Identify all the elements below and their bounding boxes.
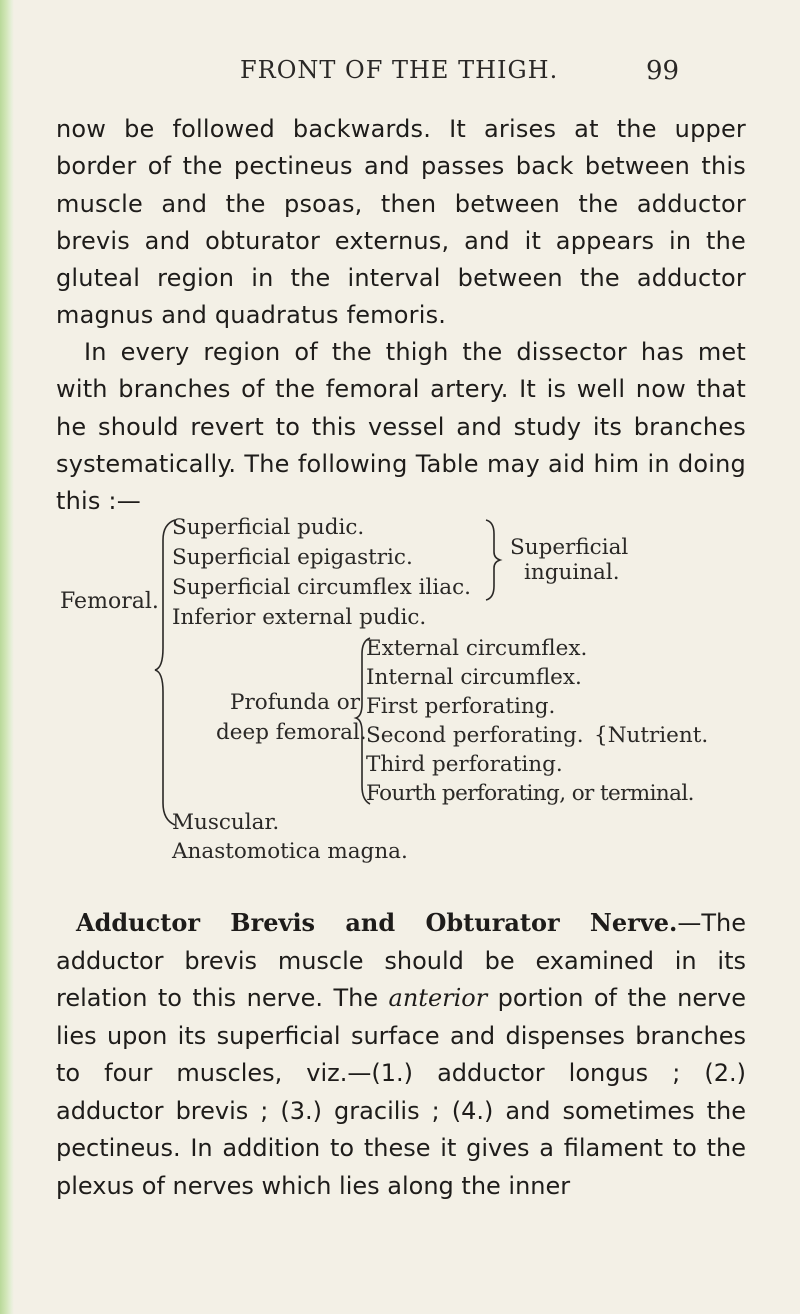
fourth-perforating: Fourth perforating, or terminal.	[366, 781, 694, 806]
section-heading: Adductor Brevis and Obturator Nerve.	[76, 908, 678, 937]
paragraph-1: now be followed backwards. It arises at the upper border of the pectineus and passes back between this muscle and the psoas, then between the adductor brevis and obturator externus, and it appears in the gluteal region in the interval between the adductor magnus and quadratus femoris.	[56, 115, 746, 330]
second-perforating: Second perforating.	[366, 723, 584, 748]
profunda-label-2: deep femoral.	[216, 720, 367, 745]
third-perforating: Third perforating.	[366, 752, 563, 777]
superficial-circumflex-iliac: Superficial circumflex iliac.	[172, 575, 471, 600]
superficial-epigastric: Superficial epigastric.	[172, 545, 413, 570]
superficial-inguinal-label-1: Superficial	[510, 535, 629, 560]
superficial-pudic: Superficial pudic.	[172, 515, 365, 540]
page-number: 99	[646, 56, 680, 86]
muscular-branch: Muscular.	[172, 810, 280, 835]
nutrient-note: {Nutrient.	[594, 723, 709, 748]
section-emphasis: anterior	[388, 984, 488, 1012]
paragraph-2: In every region of the thigh the dissector has met with branches of the femoral artery. It is well now that he should revert to this vessel and study its branches systematically. The following Table may aid him in doing this :—	[56, 338, 746, 516]
table-root-femoral: Femoral.	[60, 589, 159, 614]
section-adductor-brevis	[56, 904, 746, 1205]
profunda-label-1: Profunda or	[230, 690, 360, 715]
section-text-1: —The adductor brevis muscle should be examined in its relation to this nerve. The	[56, 909, 746, 1012]
superficial-inguinal-label-2: inguinal.	[524, 560, 620, 585]
running-title: FRONT OF THE THIGH.	[240, 56, 559, 84]
internal-circumflex: Internal circumflex.	[366, 665, 582, 690]
superficial-inguinal-brace	[484, 518, 504, 602]
section-text-2: portion of the nerve lies upon its superficial surface and dispenses branches to four muscles, viz.—(1.) adductor longus ; (2.) adductor brevis ; (3.) gracilis ; (4.) and sometimes the pectineus. In addition to these it gives a filament to the plexus of nerves which lies along the inner	[56, 984, 746, 1200]
inferior-external-pudic: Inferior external pudic.	[172, 605, 427, 630]
external-circumflex: External circumflex.	[366, 636, 588, 661]
anastomotica-magna: Anastomotica magna.	[172, 839, 408, 864]
first-perforating: First perforating.	[366, 694, 556, 719]
